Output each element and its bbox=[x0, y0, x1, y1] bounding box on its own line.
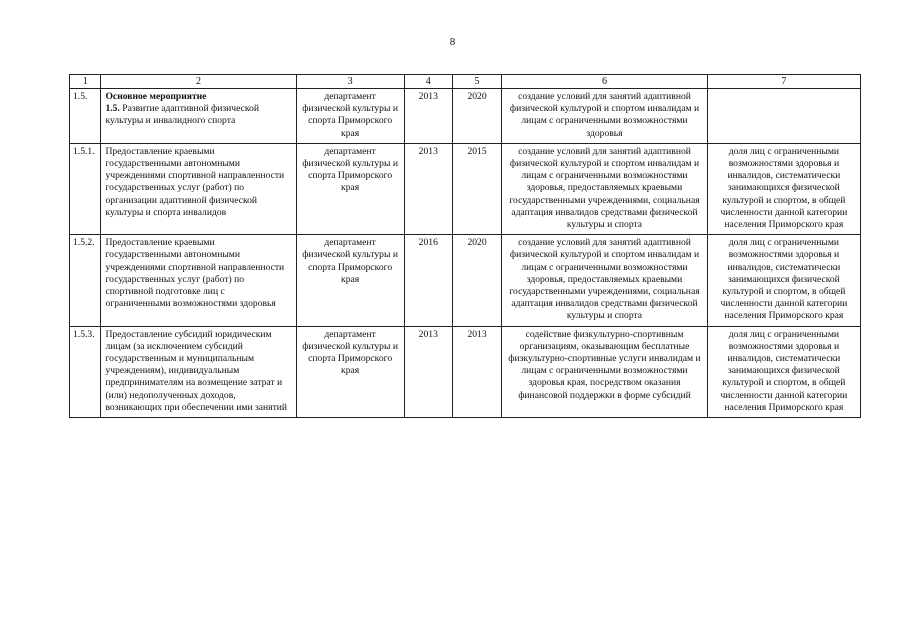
row-number: 1.5.1. bbox=[70, 143, 101, 234]
end-year: 2020 bbox=[452, 235, 501, 326]
table-row bbox=[70, 326, 861, 417]
indicator: доля лиц с ограниченными возможностями здоровья и инвалидов, систематически занимающихся физической культурой и спортом, в общей численности данной категории населения Приморского края bbox=[707, 326, 860, 417]
indicator bbox=[707, 89, 860, 144]
row-number: 1.5.3. bbox=[70, 326, 101, 417]
start-year: 2013 bbox=[404, 326, 452, 417]
table-row bbox=[70, 89, 861, 144]
measure-title-number: 1.5. bbox=[105, 103, 120, 115]
end-year: 2015 bbox=[452, 143, 501, 234]
executor: департамент физической культуры и спорта Приморского края bbox=[296, 326, 404, 417]
column-header: 4 bbox=[404, 75, 452, 89]
end-year: 2020 bbox=[452, 89, 501, 144]
executor: департамент физической культуры и спорта Приморского края bbox=[296, 235, 404, 326]
expected-result: создание условий для занятий адаптивной физической культурой и спортом инвалидам и лицам с ограниченными возможностями здоровья, предоставляемых краевыми государственными учреждениями, социальная адаптация инвалидов средствами физической культуры и спорта bbox=[502, 143, 708, 234]
column-header: 1 bbox=[70, 75, 101, 89]
row-number: 1.5.2. bbox=[70, 235, 101, 326]
table-row bbox=[70, 143, 861, 234]
table-header-row bbox=[70, 75, 861, 89]
measure-title-text: Развитие адаптивной физической культуры и инвалидного спорта bbox=[105, 103, 259, 127]
end-year: 2013 bbox=[452, 326, 501, 417]
measure-title bbox=[101, 89, 296, 144]
executor: департамент физической культуры и спорта Приморского края bbox=[296, 89, 404, 144]
measure-title: Предоставление краевыми государственными автономными учреждениями спортивной направленности государственных услуг (работ) по спортивной подготовке лиц с ограниченными возможностями здоровья bbox=[101, 235, 296, 326]
column-header: 5 bbox=[452, 75, 501, 89]
table-row bbox=[70, 235, 861, 326]
indicator: доля лиц с ограниченными возможностями здоровья и инвалидов, систематически занимающихся физической культурой и спортом, в общей численности данной категории населения Приморского края bbox=[707, 143, 860, 234]
expected-result: создание условий для занятий адаптивной физической культурой и спортом инвалидам и лицам с ограниченными возможностями здоровья bbox=[502, 89, 708, 144]
expected-result: создание условий для занятий адаптивной физической культурой и спортом инвалидам и лицам с ограниченными возможностями здоровья, предоставляемых краевыми государственными учреждениями, социальная адаптация инвалидов средствами физической культуры и спорта bbox=[502, 235, 708, 326]
executor: департамент физической культуры и спорта Приморского края bbox=[296, 143, 404, 234]
indicator: доля лиц с ограниченными возможностями здоровья и инвалидов, систематически занимающихся физической культурой и спортом, в общей численности данной категории населения Приморского края bbox=[707, 235, 860, 326]
column-header: 3 bbox=[296, 75, 404, 89]
measures-table bbox=[69, 74, 861, 418]
page-number: 8 bbox=[449, 36, 456, 48]
start-year: 2013 bbox=[404, 89, 452, 144]
row-number: 1.5. bbox=[70, 89, 101, 144]
column-header: 6 bbox=[502, 75, 708, 89]
column-header: 2 bbox=[101, 75, 296, 89]
start-year: 2016 bbox=[404, 235, 452, 326]
measure-title: Предоставление краевыми государственными автономными учреждениями спортивной направленности государственных услуг (работ) по организации адаптивной физической культуры и спорта инвалидов bbox=[101, 143, 296, 234]
expected-result: содействие физкультурно-спортивным организациям, оказывающим бесплатные физкультурно-спортивные услуги инвалидам и лицам с ограниченными возможностями здоровья края, посредством оказания финансовой поддержки в форме субсидий bbox=[502, 326, 708, 417]
start-year: 2013 bbox=[404, 143, 452, 234]
measure-title-bold: Основное мероприятие bbox=[105, 91, 207, 102]
column-header: 7 bbox=[707, 75, 860, 89]
measure-title: Предоставление субсидий юридическим лицам (за исключением субсидий государственным и муниципальным учреждениям), индивидуальным предпринимателям на возмещение затрат и (или) недополученных доходов, возникающих при обеспечении ими занятий bbox=[101, 326, 296, 417]
